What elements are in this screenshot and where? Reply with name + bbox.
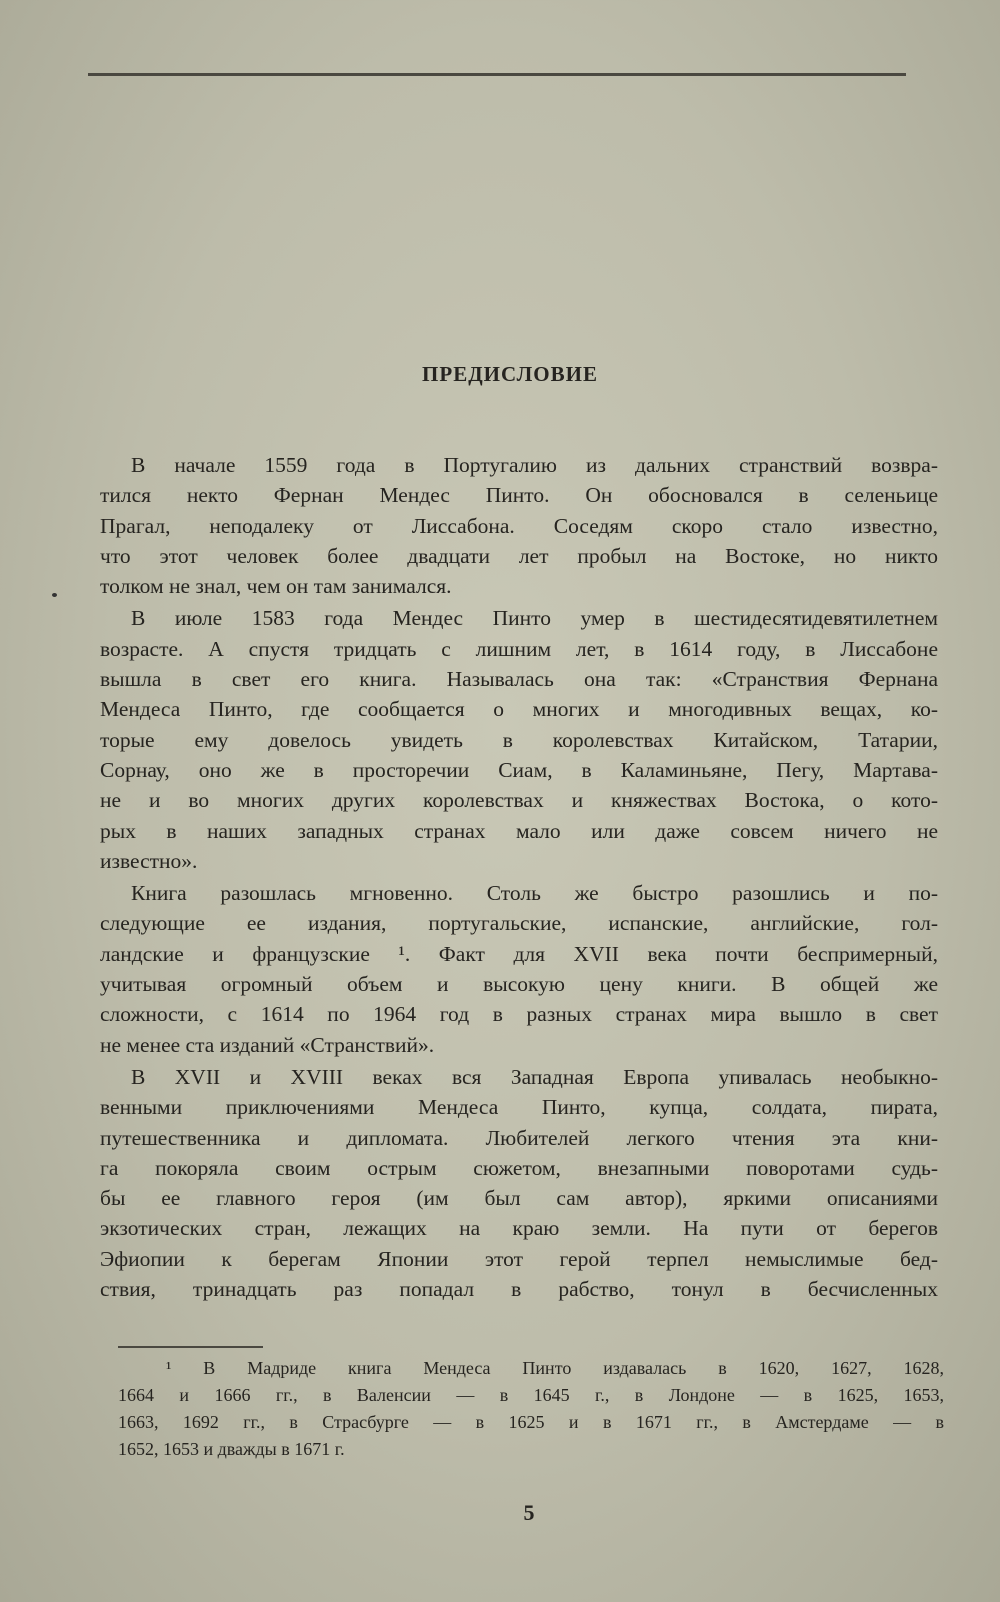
text-line: Прагал, неподалеку от Лиссабона. Соседям скоро стало известно, bbox=[100, 513, 938, 538]
text-line: что этот человек более двадцати лет пробыл на Востоке, но никто bbox=[100, 543, 938, 568]
text-line: Эфиопии к берегам Японии этот герой терпел немыслимые бед- bbox=[100, 1246, 938, 1271]
paragraph bbox=[100, 450, 938, 601]
text-line: В начале 1559 года в Португалию из дальних странствий возвра- bbox=[131, 453, 938, 477]
text-line: рых в наших западных странах мало или даже совсем ничего не bbox=[100, 818, 938, 843]
text-line: венными приключениями Мендеса Пинто, купца, солдата, пирата, bbox=[100, 1095, 938, 1120]
paragraph bbox=[100, 878, 938, 1060]
text-line: возрасте. А спустя тридцать с лишним лет, в 1614 году, в Лиссабоне bbox=[100, 636, 938, 661]
text-line: следующие ее издания, португальские, испанские, английские, гол- bbox=[100, 911, 938, 936]
text-line: не менее ста изданий «Странствий». bbox=[100, 1032, 435, 1057]
top-rule bbox=[88, 73, 906, 76]
print-speck bbox=[52, 593, 57, 597]
text-line: экзотических стран, лежащих на краю земли. На пути от берегов bbox=[100, 1216, 938, 1241]
paragraph bbox=[100, 1062, 938, 1304]
footnote-line: ¹ В Мадриде книга Мендеса Пинто издавалась в 1620, 1627, 1628, bbox=[166, 1358, 944, 1378]
text-line: ландские и французские ¹. Факт для XVII века почти беспримерный, bbox=[100, 941, 938, 966]
text-line: вышла в свет его книга. Называлась она так: «Странствия Фернана bbox=[100, 667, 938, 692]
footnote-rule bbox=[118, 1346, 263, 1348]
footnote bbox=[118, 1355, 944, 1463]
text-line: га покоряла своим острым сюжетом, внезапными поворотами судь- bbox=[100, 1155, 938, 1180]
text-line: В июле 1583 года Мендес Пинто умер в шестидесятидевятилетнем bbox=[131, 606, 938, 631]
footnote-line: 1663, 1692 гг., в Страсбурге — в 1625 и в 1671 гг., в Амстердаме — в bbox=[118, 1412, 944, 1432]
text-line: бы ее главного героя (им был сам автор), яркими описаниями bbox=[100, 1186, 938, 1211]
footnote-line: 1664 и 1666 гг., в Валенсии — в 1645 г., в Лондоне — в 1625, 1653, bbox=[118, 1385, 944, 1405]
text-line: известно». bbox=[100, 848, 198, 873]
text-line: сложности, с 1614 по 1964 год в разных странах мира вышло в свет bbox=[100, 1002, 938, 1027]
page-number: 5 bbox=[523, 1500, 535, 1525]
body-text bbox=[100, 450, 938, 1306]
text-line: учитывая огромный объем и высокую цену книги. В общей же bbox=[100, 972, 938, 997]
text-line: ствия, тринадцать раз попадал в рабство, тонул в бесчисленных bbox=[100, 1277, 938, 1302]
text-line: Мендеса Пинто, где сообщается о многих и многодивных вещах, ко- bbox=[100, 697, 938, 722]
footnote-line: 1652, 1653 и дважды в 1671 г. bbox=[118, 1439, 345, 1459]
text-line: Книга разошлась мгновенно. Столь же быстро разошлись и по- bbox=[131, 881, 938, 906]
text-line: толком не знал, чем он там занимался. bbox=[100, 574, 452, 599]
paragraph bbox=[100, 603, 938, 876]
chapter-heading: ПРЕДИСЛОВИЕ bbox=[422, 362, 598, 386]
text-line: торые ему довелось увидеть в королевствах Китайском, Татарии, bbox=[100, 727, 938, 752]
text-line: тился некто Фернан Мендес Пинто. Он обосновался в селеньице bbox=[100, 483, 938, 508]
text-line: путешественника и дипломата. Любителей легкого чтения эта кни- bbox=[100, 1125, 938, 1150]
text-line: Сорнау, оно же в просторечии Сиам, в Каламиньяне, Пегу, Мартава- bbox=[100, 757, 938, 782]
text-line: не и во многих других королевствах и княжествах Востока, о кото- bbox=[100, 788, 938, 813]
text-line: В XVII и XVIII веках вся Западная Европа упивалась необыкно- bbox=[131, 1064, 938, 1089]
